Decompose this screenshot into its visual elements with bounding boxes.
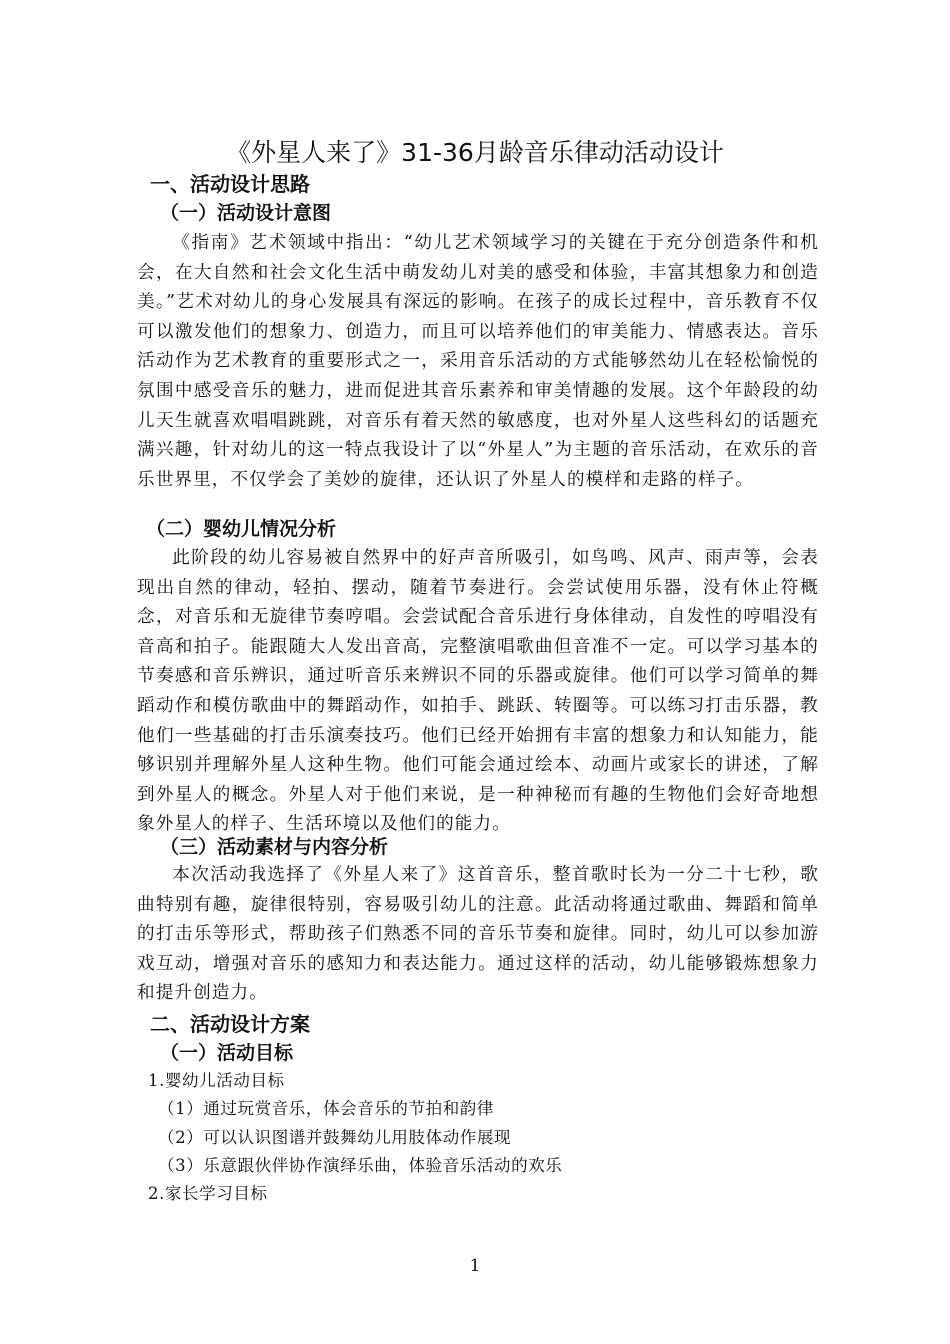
section-heading-design-ideas: 一、活动设计思路 — [150, 172, 310, 196]
subsection-heading-design-intent: （一）活动设计意图 — [160, 202, 332, 224]
child-goal-item: （2）可以认识图谱并鼓舞幼儿用肢体动作展现 — [158, 1128, 512, 1147]
paragraph-child-analysis: 此阶段的幼儿容易被自然界中的好声音所吸引，如鸟鸣、风声、雨声等，会表现出自然的律动，轻拍、摆动，随着节奏进行。会尝试使用乐器，没有休止符概念，对音乐和无旋律节奏哼唱。会尝试配合音乐进行身体律动，自发性的哼唱没有音高和拍子。能跟随大人发出音高，完整演唱歌曲但音准不一定。可以学习基本的节奏感和音乐辨识，通过听音乐来辨识不同的乐器或旋律。他们可以学习简单的舞蹈动作和模仿歌曲中的舞蹈动作，如拍手、跳跃、转圈等。可以练习打击乐器，教他们一些基础的打击乐演奏技巧。他们已经开始拥有丰富的想象力和认知能力，能够识别并理解外星人这种生物。他们可能会通过绘本、动画片或家长的讲述，了解到外星人的概念。外星人对于他们来说，是一种神秘而有趣的生物他们会好奇地想象外星人的样子、生活环境以及他们的能力。 — [137, 548, 819, 835]
child-goals-label: 1.婴幼儿活动目标 — [148, 1071, 285, 1090]
subsection-heading-materials: （三）活动素材与内容分析 — [160, 836, 389, 858]
parent-goals-label: 2.家长学习目标 — [148, 1184, 268, 1203]
document-title: 《外星人来了》31-36月龄音乐律动活动设计 — [226, 138, 724, 167]
subsection-heading-child-analysis: （二）婴幼儿情况分析 — [146, 518, 337, 540]
subsection-heading-goals: （一）活动目标 — [160, 1042, 294, 1064]
page-number: 1 — [469, 1256, 481, 1276]
paragraph-design-intent: 《指南》艺术领域中指出：“幼儿艺术领域学习的关键在于充分创造条件和机会，在大自然和社会文化生活中萌发幼儿对美的感受和体验，丰富其想象力和创造美。”艺术对幼儿的身心发展具有深远的影响。在孩子的成长过程中，音乐教育不仅可以激发他们的想象力、创造力，而且可以培养他们的审美能力、情感表达。音乐活动作为艺术教育的重要形式之一，采用音乐活动的方式能够然幼儿在轻松愉悦的氛围中感受音乐的魅力，进而促进其音乐素养和审美情趣的发展。这个年龄段的幼儿天生就喜欢唱唱跳跳，对音乐有着天然的敏感度，也对外星人这些科幻的话题充满兴趣，针对幼儿的这一特点我设计了以“外星人”为主题的音乐活动，在欢乐的音乐世界里，不仅学会了美妙的旋律，还认识了外星人的模样和走路的样子。 — [137, 233, 819, 490]
section-heading-design-plan: 二、活动设计方案 — [150, 1012, 310, 1036]
child-goal-item: （1）通过玩赏音乐，体会音乐的节拍和韵律 — [158, 1099, 494, 1118]
child-goal-item: （3）乐意跟伙伴协作演绎乐曲，体验音乐活动的欢乐 — [158, 1156, 563, 1175]
paragraph-materials: 本次活动我选择了《外星人来了》这首音乐，整首歌时长为一分二十七秒，歌曲特别有趣，旋律很特别，容易吸引幼儿的注意。此活动将通过歌曲、舞蹈和简单的打击乐等形式，帮助孩子们熟悉不同的音乐节奏和旋律。同时，幼儿可以参加游戏互动，增强对音乐的感知力和表达能力。通过这样的活动，幼儿能够锻炼想象力和提升创造力。 — [137, 865, 819, 1004]
